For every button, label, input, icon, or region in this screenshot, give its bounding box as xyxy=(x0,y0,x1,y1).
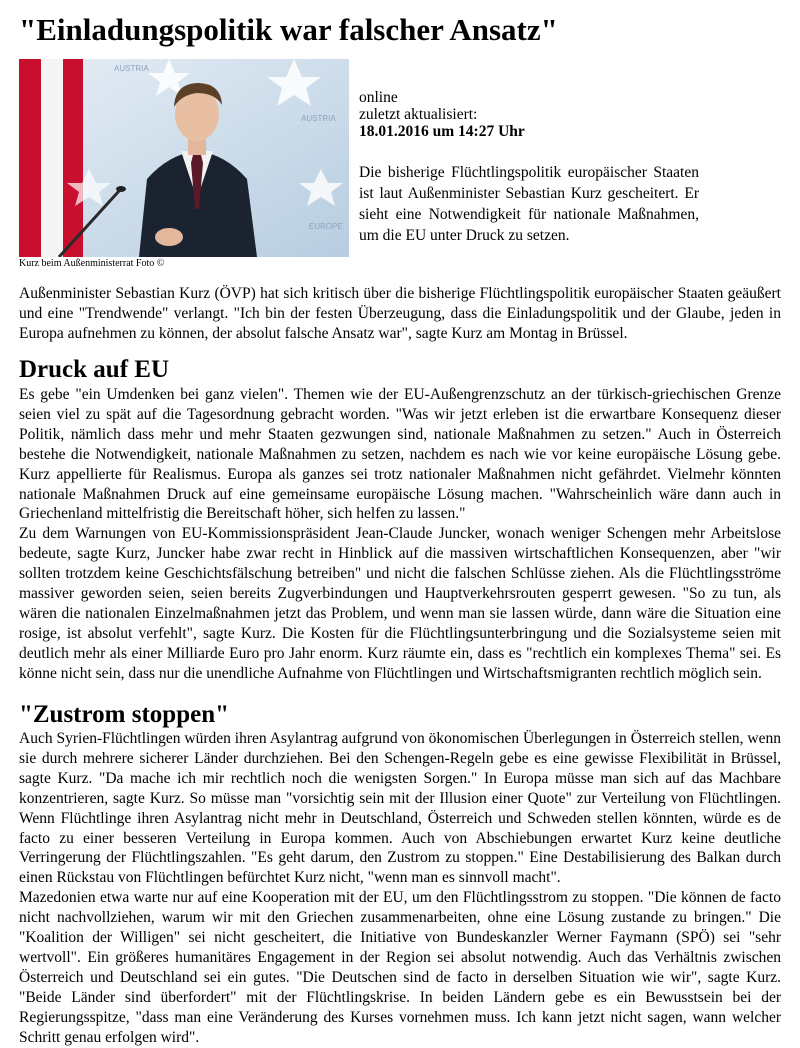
article-lead: Die bisherige Flüchtlingspolitik europäischer Staaten ist laut Außenminister Sebastian Kurz gescheitert. Er sieht eine Notwendigkeit für nationale Maßnahmen, um die EU unter Druck zu setzen. xyxy=(359,164,699,244)
backdrop-label: AUSTRIA xyxy=(301,114,336,123)
updated-label: zuletzt aktualisiert: xyxy=(359,106,478,123)
article-intro xyxy=(19,284,781,344)
backdrop-label: AUSTRIA xyxy=(114,64,149,73)
source-label: online xyxy=(359,89,398,106)
intro-paragraph: Außenminister Sebastian Kurz (ÖVP) hat sich kritisch über die bisherige Flüchtlingspolitik europäischer Staaten geäußert und eine "Trendwende" verlangt. "Ich bin der festen Überzeugung, dass die Einladungspolitik und der Glaube, jeden in Europa aufnehmen zu können, der absolut falsche Ansatz war", sagte Kurz am Montag in Brüssel. xyxy=(19,285,781,342)
photo-block xyxy=(19,59,349,270)
paragraph: Zu dem Warnungen von EU-Kommissionspräsident Jean-Claude Juncker, wonach weniger Schengen mehr Arbeitslose bedeute, sagte Kurz, Juncker habe zwar recht in Hinblick auf die massiven wirtschaftlichen Konsequenzen, aber "wir sollten trotzdem keine Geschichtsfälschung betreiben" und nicht die falschen Schlüsse ziehen. Als die Flüchtlingsströme massiver geworden seien, seien bereits Zugverbindungen und Hauptverkehrsrouten gesperrt gewesen. "So zu tun, als wären die nationalen Einzelmaßnahmen jetzt das Problem, und wenn man sie lassen würde, dann wäre die Situation eine rosige, ist absolut verfehlt", sagte Kurz. Die Kosten für die Flüchtlingsunterbringung und die Sozialsysteme seien mit deutlich mehr als einer Milliarde Euro pro Jahr enorm. Kurz räumte ein, dass es "rechtlich ein komplexes Thema" sei. Es könne nicht sein, dass nur die unendliche Aufnahme von Flüchtlingen und Wirtschaftsmigranten rechtlich möglich sein. xyxy=(19,525,781,682)
photo-illustration xyxy=(19,59,349,257)
paragraph: Es gebe "ein Umdenken bei ganz vielen". Themen wie der EU-Außengrenzschutz an der türkisch-griechischen Grenze seien viel zu spät auf die Tagesordnung gebracht worden. "Was wir jetzt erleben ist die erwartbare Konsequenz dieser Politik, nämlich dass mehr und mehr Staaten gezwungen sind, nationale Maßnahmen zu setzen." Auch in Österreich bestehe die Notwendigkeit, nationale Maßnahmen zu setzen, nachdem es nach wie vor keine europäische Lösung gebe. Kurz appellierte für Realismus. Europa als ganzes sei trotz nationaler Maßnahmen nicht gefährdet. Vielmehr könnten nationale Maßnahmen Druck auf eine gemeinsame europäische Lösung machen. "Wahrscheinlich wäre dann auch in Griechenland mittelfristig die Bereitschaft höher, sich helfen zu lassen." xyxy=(19,386,781,523)
section-heading: "Zustrom stoppen" xyxy=(19,701,229,728)
section-heading: Druck auf EU xyxy=(19,356,170,383)
article-meta xyxy=(359,89,709,140)
paragraph: Auch Syrien-Flüchtlingen würden ihren Asylantrag aufgrund von ökonomischen Überlegungen in Österreich stellen, wenn sie durch mehrere sicherer Länder durchziehen. Bei den Schengen-Regeln gebe es eine gewisse Flexibilität in Brüssel, sagte Kurz. "Da mache ich mir rechtlich noch die wenigsten Sorgen." In Europa müsse man sich auf das Machbare konzentrieren, sagte Kurz. So müsse man "vorsichtig sein mit der Illusion einer Quote" zur Verteilung von Flüchtlingen. Wenn Flüchtlinge ihren Asylantrag nicht mehr in Deutschland, Österreich und Schweden stellen könnten, würde es de facto zu einer besseren Verteilung in Europa kommen. Auch von Abschiebungen erwartet Kurz keine deutliche Verringerung der Flüchtlingszahlen. "Es geht darum, den Zustrom zu stoppen." Eine Destabilisierung des Balkan durch einen Rückstau von Flüchtlingen befürchtet Kurz nicht, "wenn man es sinnvoll macht". xyxy=(19,730,781,887)
article-photo xyxy=(19,59,349,257)
paragraph: Mazedonien etwa warte nur auf eine Kooperation mit der EU, um den Flüchtlingsstrom zu stoppen. "Die können de facto nicht nachvollziehen, warum wir mit den Griechen zusammenarbeiten, ohne eine Lösung zustande zu bringen." Die "Koalition der Willigen" sei nicht gescheitert, die Initiative von Bundeskanzler Werner Faymann (SPÖ) sei "sehr wertvoll". Ein größeres humanitäres Engagement in der Region sei absolut notwendig. Auch das Verhältnis zwischen Österreich und Deutschland sei ein gutes. "Die Deutschen sind de facto in derselben Situation wie wir", sagte Kurz. "Beide Länder sind überfordert" mit der Flüchtlingskrise. In beiden Ländern gebe es ein Bewusstsein bei der Regierungsspitze, "dass man eine Veränderung des Kurses vornehmen muss. Ich kann jetzt nicht sagen, wann welcher Schritt genau erfolgen wird". xyxy=(19,889,781,1046)
section-body xyxy=(19,729,781,1048)
updated-date: 18.01.2016 um 14:27 Uhr xyxy=(359,123,525,140)
backdrop-label: EUROPE xyxy=(309,222,343,231)
article-title: "Einladungspolitik war falscher Ansatz" xyxy=(19,12,558,47)
photo-caption: Kurz beim Außenministerrat Foto © xyxy=(19,258,165,269)
section-body xyxy=(19,385,781,684)
